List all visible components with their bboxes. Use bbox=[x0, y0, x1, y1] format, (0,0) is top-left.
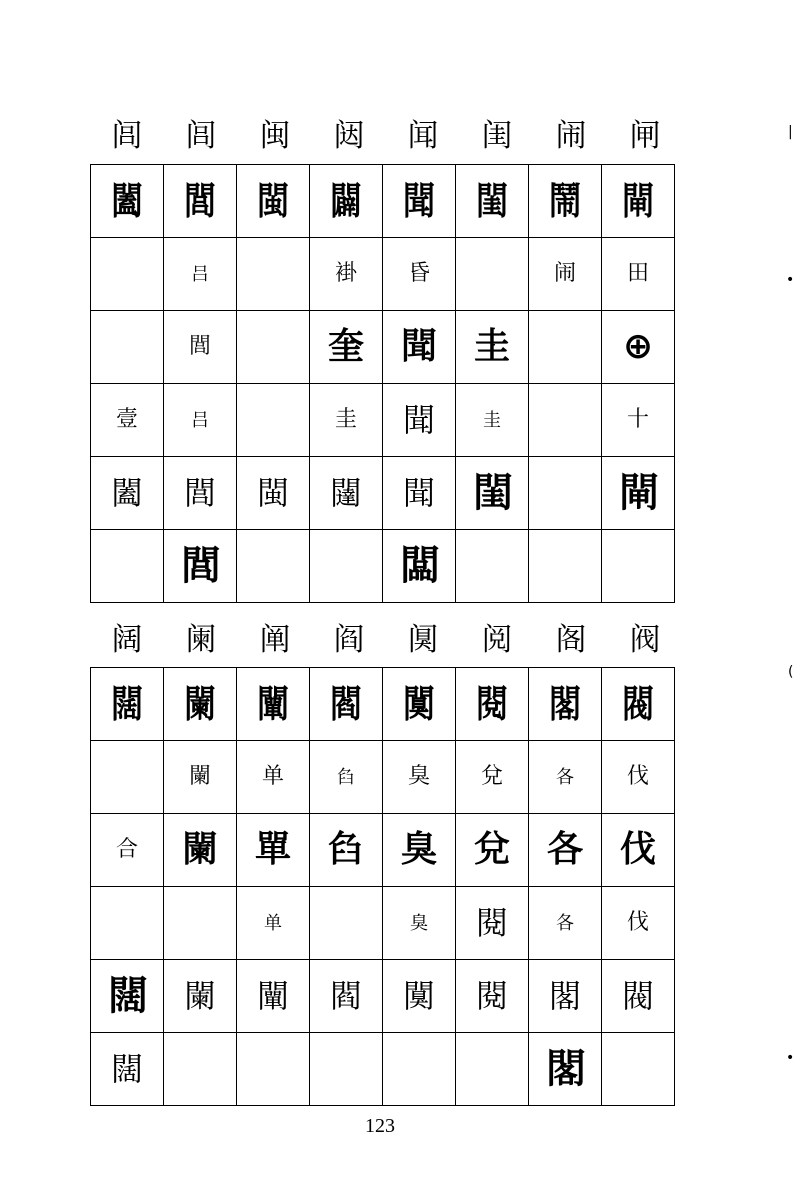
grid-cell bbox=[237, 238, 310, 311]
seal-glyph: 閱 bbox=[475, 681, 509, 726]
grid-cell bbox=[237, 165, 310, 238]
grid-cell bbox=[383, 457, 456, 530]
grid-cell bbox=[91, 165, 164, 238]
header-char: 闼 bbox=[333, 118, 365, 154]
table-row bbox=[91, 960, 675, 1033]
seal-glyph: 閥 bbox=[621, 681, 655, 726]
table-row bbox=[91, 311, 675, 384]
grid-cell bbox=[383, 1033, 456, 1106]
glyph: 闊 bbox=[108, 972, 146, 1019]
grid-cell bbox=[383, 668, 456, 741]
grid-cell bbox=[91, 311, 164, 384]
grid-cell bbox=[310, 165, 383, 238]
glyph: 閭 bbox=[181, 542, 219, 589]
seal-glyph: 闃 bbox=[402, 681, 436, 726]
grid-cell bbox=[529, 814, 602, 887]
table1-grid bbox=[90, 164, 675, 603]
header-char: 阔 bbox=[111, 622, 143, 658]
grid-cell bbox=[456, 887, 529, 960]
glyph: 單 bbox=[254, 829, 291, 870]
glyph: 吕 bbox=[191, 409, 209, 431]
glyph: 閻 bbox=[329, 977, 362, 1015]
grid-cell bbox=[164, 384, 237, 457]
grid-cell bbox=[164, 1033, 237, 1106]
glyph: 单 bbox=[261, 764, 284, 789]
glyph: 臭 bbox=[407, 764, 430, 789]
grid-cell bbox=[456, 311, 529, 384]
grid-cell bbox=[602, 165, 675, 238]
glyph: 闥 bbox=[329, 474, 362, 512]
grid-cell bbox=[383, 384, 456, 457]
seal-glyph: 闔 bbox=[110, 178, 144, 223]
grid-cell bbox=[529, 384, 602, 457]
glyph: 兌 bbox=[473, 829, 510, 870]
grid-cell bbox=[529, 238, 602, 311]
grid-cell bbox=[310, 384, 383, 457]
grid-cell bbox=[164, 668, 237, 741]
grid-cell bbox=[91, 668, 164, 741]
scan-mark: ( bbox=[788, 664, 794, 680]
glyph: 閣 bbox=[548, 977, 581, 1015]
seal-glyph: 闊 bbox=[110, 681, 144, 726]
seal-glyph: 閣 bbox=[548, 681, 582, 726]
glyph: 闊 bbox=[110, 1050, 143, 1088]
table-row bbox=[91, 1033, 675, 1106]
table-row bbox=[91, 238, 675, 311]
seal-glyph: 閩 bbox=[256, 178, 290, 223]
grid-cell bbox=[91, 238, 164, 311]
header-char: 闹 bbox=[555, 118, 587, 154]
glyph: 壹 bbox=[115, 407, 138, 432]
grid-cell bbox=[91, 741, 164, 814]
seal-glyph: 闌 bbox=[183, 681, 217, 726]
page-number: 123 bbox=[365, 1115, 395, 1137]
grid-cell bbox=[91, 1033, 164, 1106]
table-row bbox=[91, 887, 675, 960]
grid-cell bbox=[237, 530, 310, 603]
glyph: 閩 bbox=[256, 474, 289, 512]
glyph: 臭 bbox=[410, 912, 428, 934]
grid-cell bbox=[602, 887, 675, 960]
table-row bbox=[91, 741, 675, 814]
glyph: 聞 bbox=[402, 474, 435, 512]
grid-cell bbox=[164, 960, 237, 1033]
glyph: 闌 bbox=[181, 829, 218, 870]
header-char: 阁 bbox=[555, 622, 587, 658]
grid-cell bbox=[529, 960, 602, 1033]
grid-cell bbox=[237, 1033, 310, 1106]
glyph: 褂 bbox=[334, 261, 357, 286]
grid-cell bbox=[602, 311, 675, 384]
glyph: 闌 bbox=[188, 764, 211, 789]
grid-cell bbox=[383, 741, 456, 814]
grid-cell bbox=[456, 457, 529, 530]
glyph: 臽 bbox=[327, 829, 364, 870]
grid-cell bbox=[237, 311, 310, 384]
header-char: 阅 bbox=[481, 622, 513, 658]
glyph: 吕 bbox=[191, 263, 209, 285]
glyph: 閘 bbox=[619, 469, 657, 516]
glyph: 聞 bbox=[402, 401, 435, 439]
grid-cell bbox=[383, 960, 456, 1033]
grid-cell bbox=[383, 238, 456, 311]
grid-cell bbox=[456, 1033, 529, 1106]
grid-cell bbox=[164, 311, 237, 384]
table-row bbox=[91, 457, 675, 530]
table2-header bbox=[90, 620, 682, 660]
grid-cell bbox=[164, 457, 237, 530]
glyph: 单 bbox=[264, 912, 282, 934]
header-char: 闾 bbox=[185, 118, 217, 154]
grid-cell bbox=[164, 165, 237, 238]
seal-glyph: 闡 bbox=[256, 681, 290, 726]
grid-cell bbox=[237, 814, 310, 887]
grid-cell bbox=[602, 960, 675, 1033]
glyph: 闆 bbox=[400, 542, 438, 589]
grid-cell bbox=[529, 668, 602, 741]
grid-cell bbox=[456, 741, 529, 814]
grid-cell bbox=[383, 311, 456, 384]
grid-cell bbox=[164, 741, 237, 814]
grid-cell bbox=[602, 384, 675, 457]
glyph: 合 bbox=[115, 837, 138, 862]
grid-cell bbox=[529, 165, 602, 238]
grid-cell bbox=[529, 887, 602, 960]
grid-cell bbox=[456, 238, 529, 311]
glyph: 臽 bbox=[337, 766, 355, 788]
grid-cell bbox=[91, 960, 164, 1033]
glyph: 圭 bbox=[473, 326, 510, 367]
grid-cell bbox=[602, 668, 675, 741]
grid-cell bbox=[310, 457, 383, 530]
grid-cell bbox=[164, 814, 237, 887]
grid-cell bbox=[91, 384, 164, 457]
grid-cell bbox=[237, 887, 310, 960]
grid-cell bbox=[456, 530, 529, 603]
grid-cell bbox=[529, 457, 602, 530]
glyph: 閨 bbox=[473, 469, 511, 516]
table-row bbox=[91, 814, 675, 887]
grid-cell bbox=[602, 530, 675, 603]
seal-glyph: 閨 bbox=[475, 178, 509, 223]
scan-mark: • bbox=[786, 1050, 795, 1066]
header-char: 闾 bbox=[111, 118, 143, 154]
grid-cell bbox=[456, 814, 529, 887]
seal-glyph: 閘 bbox=[621, 178, 655, 223]
grid-cell bbox=[456, 668, 529, 741]
grid-cell bbox=[310, 1033, 383, 1106]
glyph: 十 bbox=[626, 407, 649, 432]
glyph: 闹 bbox=[553, 261, 576, 286]
grid-cell bbox=[91, 530, 164, 603]
grid-cell bbox=[529, 1033, 602, 1106]
grid-cell bbox=[602, 814, 675, 887]
glyph: 閣 bbox=[546, 1045, 584, 1092]
seal-glyph: 聞 bbox=[402, 178, 436, 223]
glyph: 各 bbox=[546, 829, 583, 870]
seal-glyph: 闢 bbox=[329, 178, 363, 223]
glyph: 聞 bbox=[400, 326, 437, 367]
grid-cell bbox=[383, 530, 456, 603]
table-row bbox=[91, 530, 675, 603]
seal-glyph: 鬧 bbox=[548, 178, 582, 223]
glyph: 閭 bbox=[188, 334, 211, 359]
grid-cell bbox=[456, 165, 529, 238]
table-row bbox=[91, 384, 675, 457]
grid-cell bbox=[164, 887, 237, 960]
grid-cell bbox=[237, 668, 310, 741]
header-char: 阀 bbox=[629, 622, 661, 658]
glyph: 閭 bbox=[183, 474, 216, 512]
grid-cell bbox=[91, 457, 164, 530]
grid-cell bbox=[602, 741, 675, 814]
grid-cell bbox=[91, 887, 164, 960]
grid-cell bbox=[383, 165, 456, 238]
glyph: 田 bbox=[626, 261, 649, 286]
glyph: 伐 bbox=[626, 764, 649, 789]
glyph: 圭 bbox=[334, 407, 357, 432]
table-row bbox=[91, 668, 675, 741]
glyph: 兌 bbox=[480, 764, 503, 789]
glyph: 奎 bbox=[327, 326, 364, 367]
glyph: 各 bbox=[556, 766, 574, 788]
grid-cell bbox=[237, 741, 310, 814]
header-char: 闻 bbox=[407, 118, 439, 154]
glyph: 昏 bbox=[407, 261, 430, 286]
header-char: 阐 bbox=[259, 622, 291, 658]
grid-cell bbox=[456, 960, 529, 1033]
glyph: 闡 bbox=[256, 977, 289, 1015]
grid-cell bbox=[310, 960, 383, 1033]
grid-cell bbox=[383, 814, 456, 887]
seal-glyph: 閭 bbox=[183, 178, 217, 223]
seal-glyph: 閻 bbox=[329, 681, 363, 726]
grid-cell bbox=[237, 960, 310, 1033]
grid-cell bbox=[456, 384, 529, 457]
table-row bbox=[91, 165, 675, 238]
grid-cell bbox=[310, 311, 383, 384]
grid-cell bbox=[237, 457, 310, 530]
grid-cell bbox=[602, 238, 675, 311]
scan-mark: | bbox=[788, 124, 793, 140]
grid-cell bbox=[310, 238, 383, 311]
header-char: 闺 bbox=[481, 118, 513, 154]
grid-cell bbox=[529, 530, 602, 603]
glyph: 闔 bbox=[110, 474, 143, 512]
header-char: 阒 bbox=[407, 622, 439, 658]
grid-cell bbox=[383, 887, 456, 960]
glyph: 各 bbox=[556, 912, 574, 934]
scan-mark: • bbox=[786, 272, 795, 288]
grid-cell bbox=[310, 668, 383, 741]
glyph: 闃 bbox=[402, 977, 435, 1015]
grid-cell bbox=[164, 238, 237, 311]
grid-cell bbox=[91, 814, 164, 887]
glyph: ⊕ bbox=[622, 326, 654, 367]
grid-cell bbox=[310, 887, 383, 960]
grid-cell bbox=[237, 384, 310, 457]
header-char: 闽 bbox=[259, 118, 291, 154]
grid-cell bbox=[310, 814, 383, 887]
grid-cell bbox=[310, 530, 383, 603]
grid-cell bbox=[310, 741, 383, 814]
glyph: 伐 bbox=[619, 829, 656, 870]
glyph: 闌 bbox=[183, 977, 216, 1015]
grid-cell bbox=[602, 1033, 675, 1106]
header-char: 阑 bbox=[185, 622, 217, 658]
grid-cell bbox=[529, 741, 602, 814]
glyph: 伐 bbox=[626, 910, 649, 935]
table2-grid bbox=[90, 667, 675, 1106]
glyph: 閱 bbox=[475, 977, 508, 1015]
glyph: 閥 bbox=[621, 977, 654, 1015]
glyph: 閱 bbox=[475, 904, 508, 942]
header-char: 阎 bbox=[333, 622, 365, 658]
glyph: 圭 bbox=[483, 409, 501, 431]
header-char: 闸 bbox=[629, 118, 661, 154]
grid-cell bbox=[602, 457, 675, 530]
glyph: 臭 bbox=[400, 829, 437, 870]
grid-cell bbox=[529, 311, 602, 384]
table1-header bbox=[90, 116, 682, 156]
grid-cell bbox=[164, 530, 237, 603]
